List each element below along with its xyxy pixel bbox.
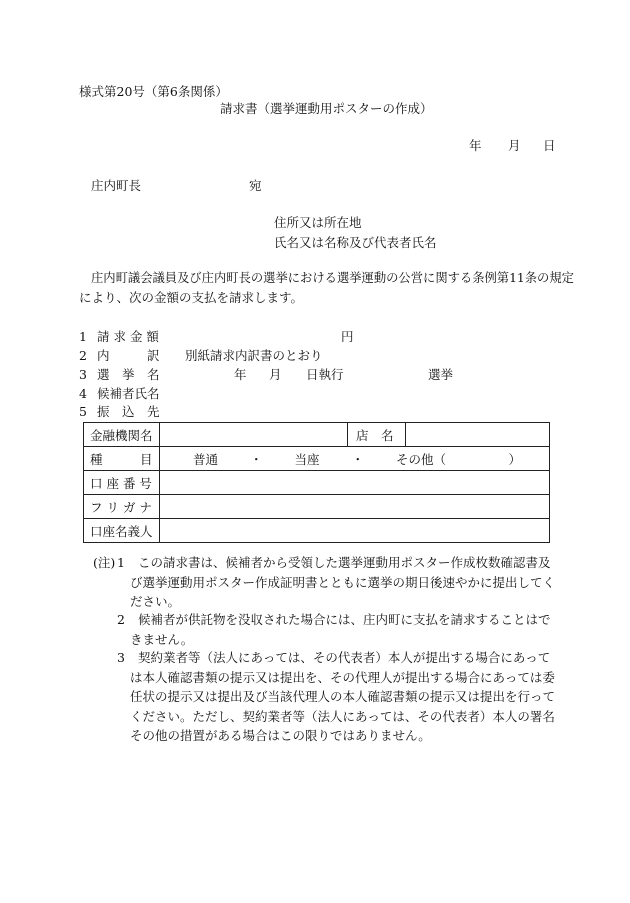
item-number: 1 xyxy=(79,329,87,344)
item-number: 2 xyxy=(79,348,87,363)
date-day: 日 xyxy=(543,138,556,153)
item-label: 選 挙 名 xyxy=(97,367,160,382)
account-holder-field[interactable] xyxy=(160,519,550,543)
date-year: 年 xyxy=(469,138,482,153)
item-label: 請 求 金 額 xyxy=(97,329,159,344)
date-month: 月 xyxy=(508,138,521,153)
amount-unit: 円 xyxy=(341,329,354,344)
account-type-label: 種 目 xyxy=(84,447,160,471)
addressee-name: 庄内町長 xyxy=(91,178,142,193)
note-2-number: 2 xyxy=(117,612,125,627)
account-type-options[interactable] xyxy=(160,447,550,471)
furigana-field[interactable] xyxy=(160,495,550,519)
option-toza[interactable]: 当座 xyxy=(294,451,320,467)
note-3-number: 3 xyxy=(117,650,125,665)
item-label: 内 訳 xyxy=(97,348,160,363)
note-1-text: この請求書は、候補者から受領した選挙運動用ポスター作成枚数確認書及び選挙運動用ポスター作成証明書とともに選挙の期日後速やかに提出してください。 xyxy=(130,555,556,609)
body-text-line2: により、次の金額の支払を請求します。 xyxy=(79,290,304,305)
bank-table xyxy=(83,422,550,543)
item-number: 4 xyxy=(79,386,87,401)
table-row xyxy=(84,423,550,447)
item-number: 5 xyxy=(79,404,87,419)
note-2-text: 候補者が供託物を没収された場合には、庄内町に支払を請求することはできません。 xyxy=(130,612,551,647)
branch-label: 店 名 xyxy=(348,423,406,447)
form-number: 様式第20号（第6条関係） xyxy=(79,84,228,99)
applicant-name-label: 氏名又は名称及び代表者氏名 xyxy=(274,235,437,250)
note-1-number: 1 xyxy=(117,555,125,570)
election-year: 年 xyxy=(234,367,247,382)
account-number-field[interactable] xyxy=(160,471,550,495)
election-day-exec: 日執行 xyxy=(306,367,344,382)
table-row xyxy=(84,519,550,543)
election-suffix: 選挙 xyxy=(428,367,454,382)
notes-prefix: (注) xyxy=(93,555,116,570)
account-holder-label: 口座名義人 xyxy=(84,519,160,543)
addressee-honorific: 宛 xyxy=(249,178,262,193)
option-other[interactable]: その他（ ） xyxy=(396,451,522,467)
account-number-label: 口 座 番 号 xyxy=(84,471,160,495)
institution-field[interactable] xyxy=(160,423,348,447)
table-row xyxy=(84,447,550,471)
item-label: 振 込 先 xyxy=(97,404,160,419)
page-title: 請求書（選挙運動用ポスターの作成） xyxy=(220,101,433,116)
option-separator: ・ xyxy=(351,451,365,467)
institution-label: 金融機関名 xyxy=(84,423,160,447)
item-label: 候補者氏名 xyxy=(97,386,160,401)
applicant-address-label: 住所又は所在地 xyxy=(274,215,362,230)
breakdown-text: 別紙請求内訳書のとおり xyxy=(185,348,323,363)
furigana-label: フ リ ガ ナ xyxy=(84,495,160,519)
note-3-text: 契約業者等（法人にあっては、その代表者）本人が提出する場合にあっては本人確認書類の提示又は提出を、その代理人が提出する場合にあっては委任状の提示又は提出及び当該代理人の本人確認書類の提示又は提出を行ってください。ただし、契約業者等（法人にあっては、その代表者）本人の署名その他の措置がある場合はこの限りではありません。 xyxy=(130,650,556,743)
table-row xyxy=(84,471,550,495)
body-text-line1: 庄内町議会議員及び庄内町長の選挙における選挙運動の公営に関する条例第11条の規定 xyxy=(91,271,574,285)
option-futsu[interactable]: 普通 xyxy=(193,451,219,467)
table-row xyxy=(84,495,550,519)
election-month: 月 xyxy=(269,367,282,382)
branch-field[interactable] xyxy=(406,423,550,447)
option-separator: ・ xyxy=(250,451,263,467)
item-number: 3 xyxy=(79,367,87,382)
